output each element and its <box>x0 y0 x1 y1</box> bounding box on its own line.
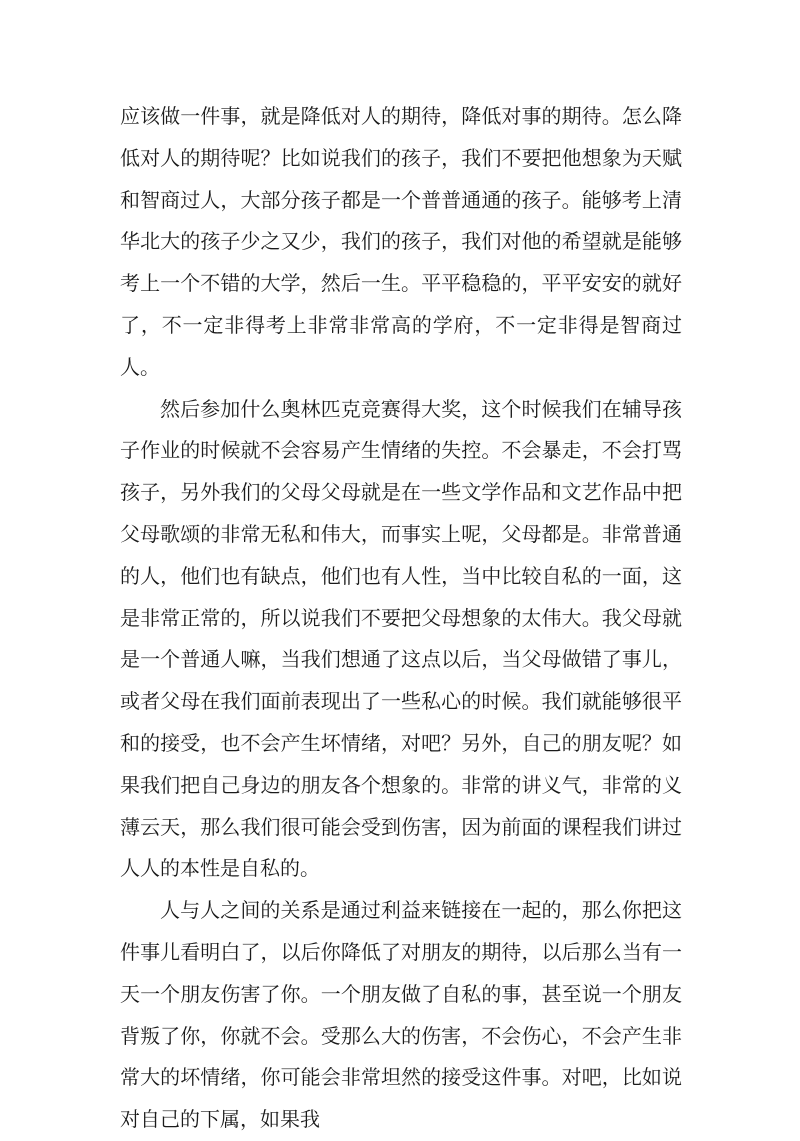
document-body <box>120 96 682 1141</box>
paragraph-1: 应该做一件事，就是降低对人的期待，降低对事的期待。怎么降低对人的期待呢？比如说我们的孩子，我们不要把他想象为天赋和智商过人，大部分孩子都是一个普普通通的孩子。能够考上清华北大的孩子少之又少，我们的孩子，我们对他的希望就是能够考上一个不错的大学，然后一生。平平稳稳的，平平安安的就好了，不一定非得考上非常非常高的学府，不一定非得是智商过人。 <box>120 104 682 379</box>
paragraph-2: 然后参加什么奥林匹克竞赛得大奖，这个时候我们在辅导孩子作业的时候就不会容易产生情绪的失控。不会暴走，不会打骂孩子，另外我们的父母父母就是在一些文学作品和文艺作品中把父母歌颂的非常无私和伟大，而事实上呢，父母都是。非常普通的人，他们也有缺点，他们也有人性，当中比较自私的一面，这是非常正常的，所以说我们不要把父母想象的太伟大。我父母就是一个普通人嘛，当我们想通了这点以后，当父母做错了事儿，或者父母在我们面前表现出了一些私心的时候。我们就能够很平和的接受，也不会产生坏情绪，对吧？另外，自己的朋友呢？如果我们把自己身边的朋友各个想象的。非常的讲义气，非常的义薄云天，那么我们很可能会受到伤害，因为前面的课程我们讲过人人的本性是自私的。 <box>120 396 682 881</box>
paragraph-3: 人与人之间的关系是通过利益来链接在一起的，那么你把这件事儿看明白了，以后你降低了对朋友的期待，以后那么当有一天一个朋友伤害了你。一个朋友做了自私的事，甚至说一个朋友背叛了你，你就不会。受那么大的伤害，不会伤心，不会产生非常大的坏情绪，你可能会非常坦然的接受这件事。对吧，比如说对自己的下属，如果我 <box>120 898 682 1132</box>
